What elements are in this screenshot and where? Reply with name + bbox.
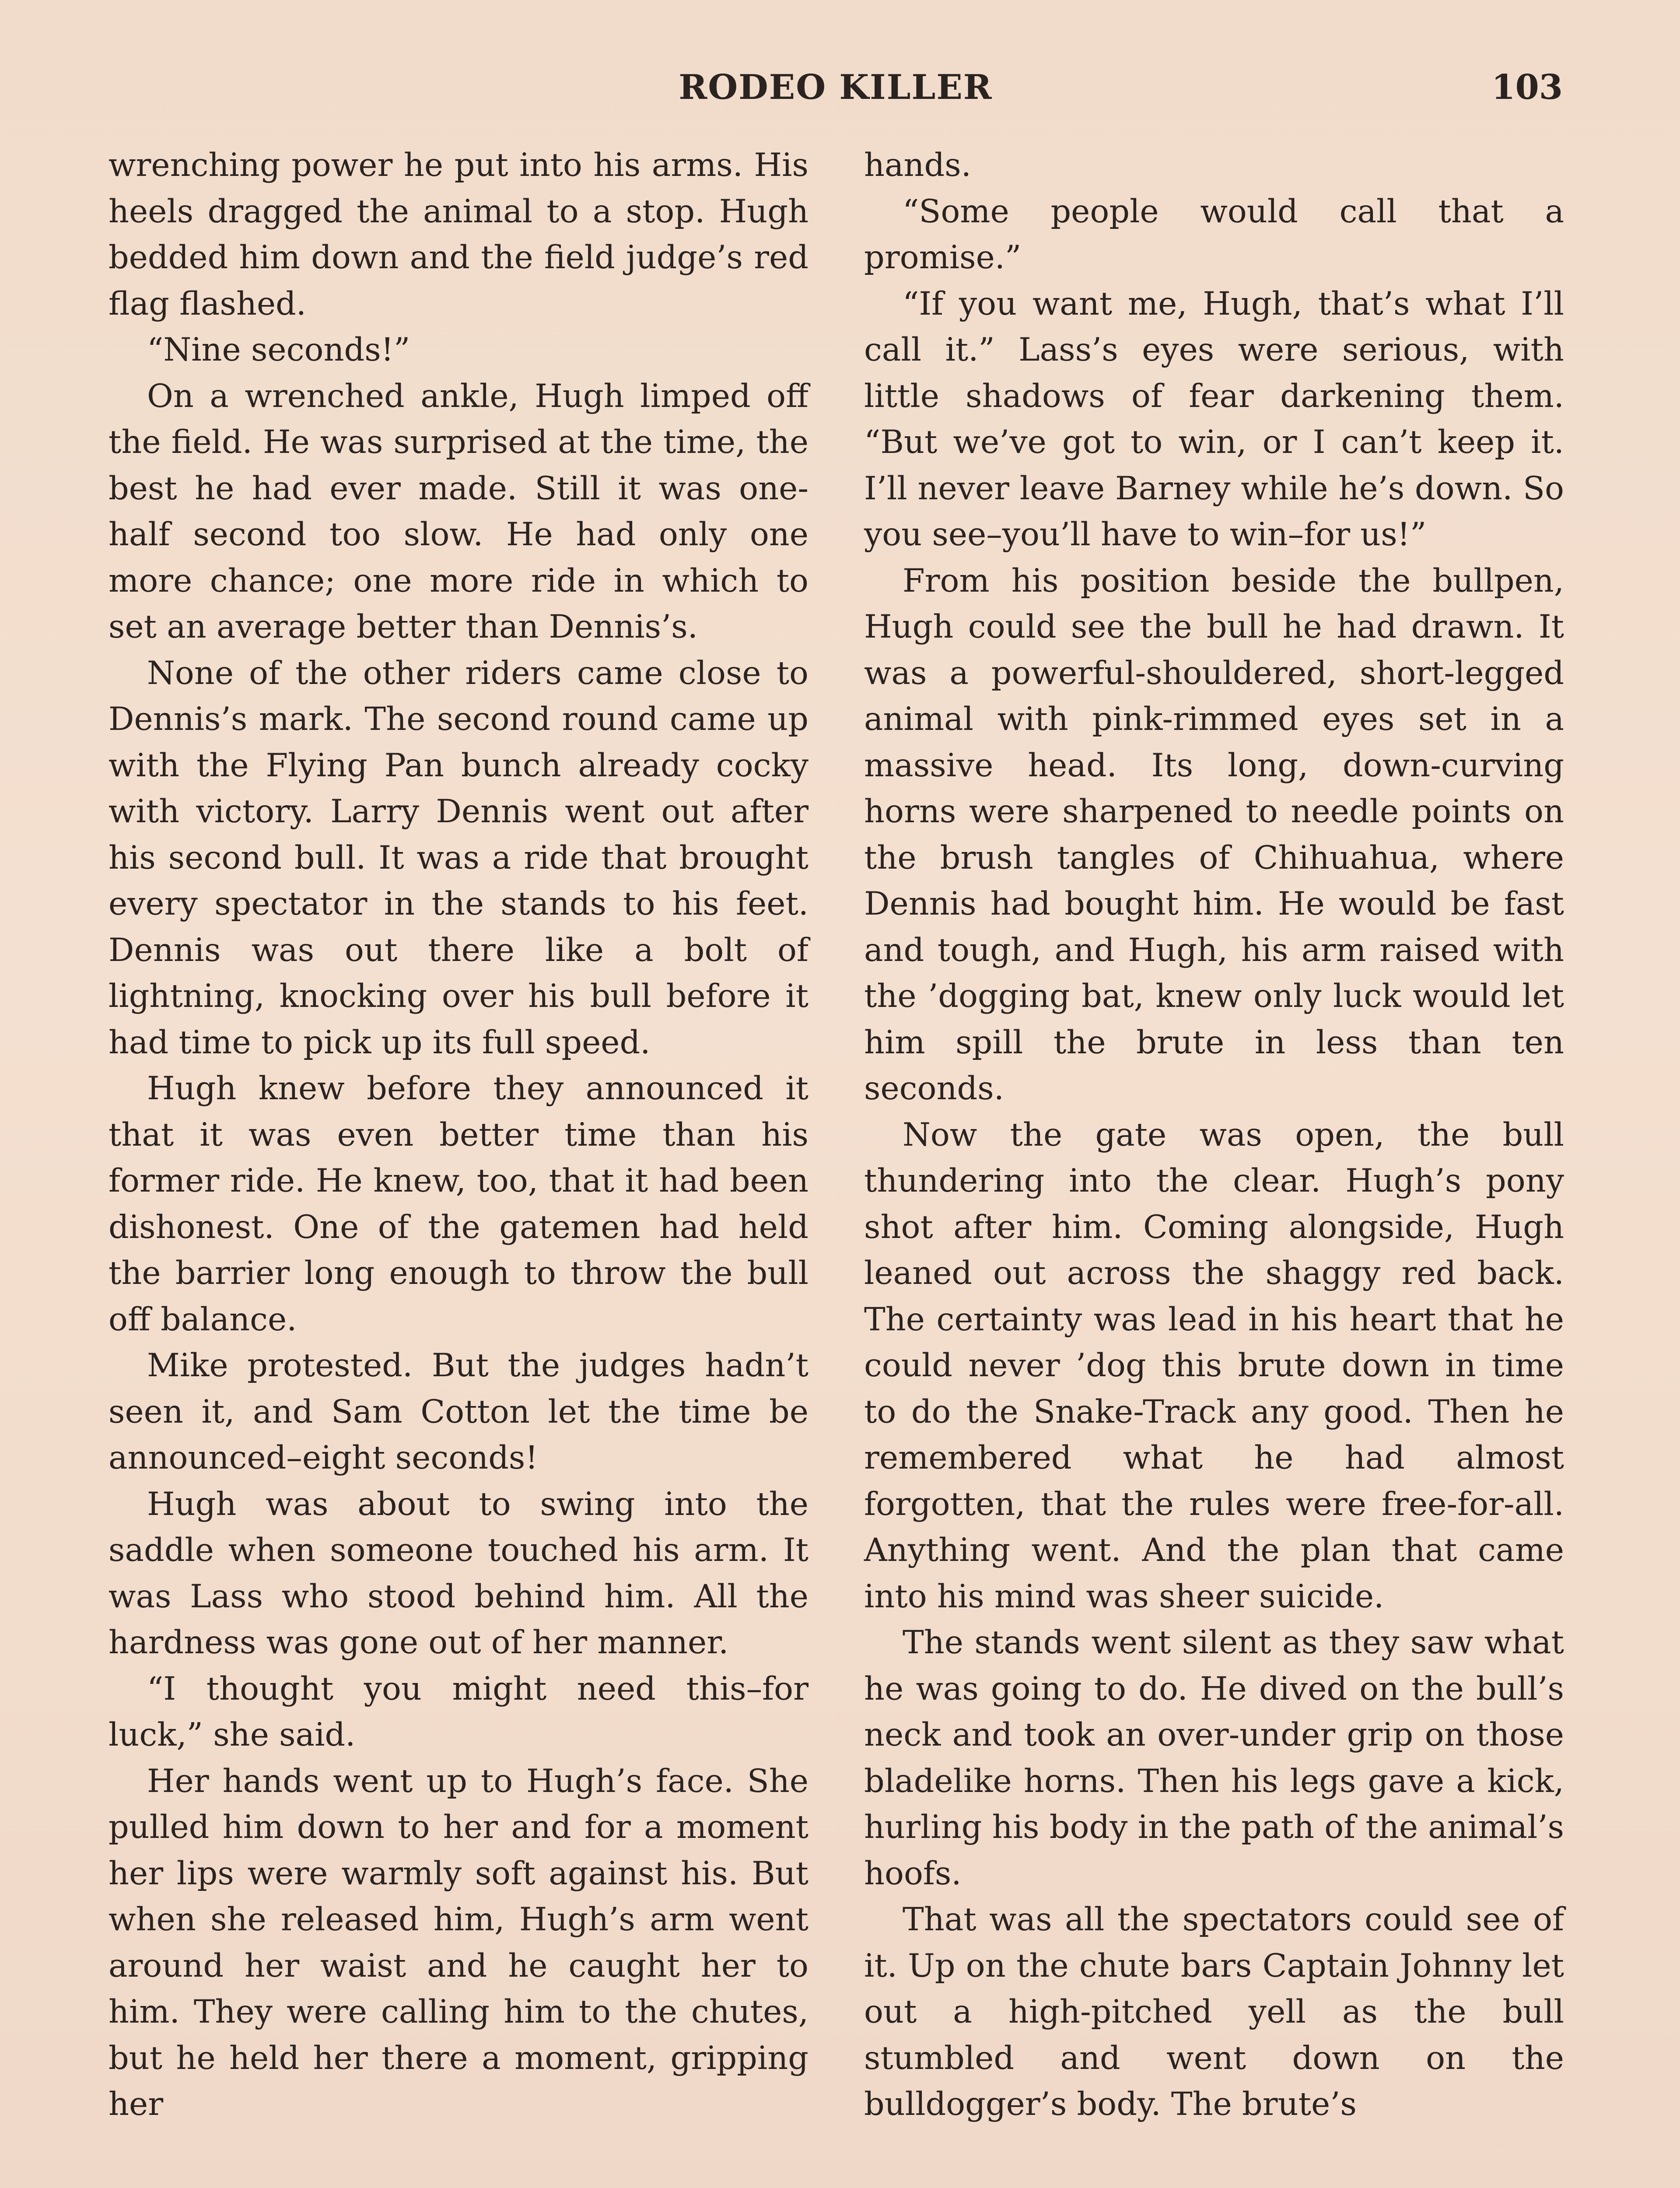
page-number: 103 — [1491, 67, 1563, 107]
right-column — [864, 142, 1564, 2128]
paragraph: The stands went silent as they saw what he was going to do. He dived on the bull’s neck and took an over-under grip on those bladelike horns. Then his legs gave a kick, hurling his body in the path of the animal’s hoofs. — [864, 1624, 1564, 1892]
page-header — [108, 66, 1563, 109]
paragraph: hands. — [864, 147, 971, 184]
paragraph: “If you want me, Hugh, that’s what I’ll call it.” Lass’s eyes were serious, with little shadows of fear darkening them. “But we’ve got to win, or I can’t keep it. I’ll never leave Barney while he’s down. So you see–you’ll have to win–for us!” — [864, 285, 1564, 553]
paragraph: Hugh was about to swing into the saddle when someone touched his arm. It was Lass who stood behind him. All the hardness was gone out of her manner. — [108, 1485, 808, 1661]
paragraph: From his position beside the bullpen, Hugh could see the bull he had drawn. It was a powerful-shouldered, short-legged animal with pink-rimmed eyes set in a massive head. Its long, down-curving horns were sharpened to needle points on the brush tangles of Chihuahua, where Dennis had bought him. He would be fast and tough, and Hugh, his arm raised with the ’dogging bat, knew only luck would let him spill the brute in less than ten seconds. — [864, 562, 1564, 1107]
paragraph: wrenching power he put into his arms. His heels dragged the animal to a stop. Hugh bedded him down and the field judge’s red flag flashed. — [108, 147, 808, 323]
paragraph: None of the other riders came close to Dennis’s mark. The second round came up with the Flying Pan bunch already cocky with victory. Larry Dennis went out after his second bull. It was a ride that brought every spectator in the stands to his feet. Dennis was out there like a bolt of lightning, knocking over his bull before it had time to pick up its full speed. — [108, 654, 808, 1061]
paragraph: That was all the spectators could see of it. Up on the chute bars Captain Johnny let out a high-pitched yell as the bull stumbled and went down on the bulldogger’s body. The brute’s — [864, 1901, 1564, 2123]
paragraph: “Some people would call that a promise.” — [864, 193, 1564, 276]
paragraph: Hugh knew before they announced it that it was even better time than his former ride. He knew, too, that it had been dishonest. One of the gatemen had held the barrier long enough to throw the bull off balance. — [108, 1070, 808, 1338]
paragraph: Her hands went up to Hugh’s face. She pulled him down to her and for a moment her lips were warmly soft against his. But when she released him, Hugh’s arm went around her waist and he caught her to him. They were calling him to the chutes, but he held her there a moment, gripping her — [108, 1762, 808, 2123]
running-title: RODEO KILLER — [679, 67, 993, 107]
paragraph: Now the gate was open, the bull thundering into the clear. Hugh’s pony shot after him. Coming alongside, Hugh leaned out across the shaggy red back. The certainty was lead in his heart that he could never ’dog this brute down in time to do the Snake-Track any good. Then he remembered what he had almost forgotten, that the rules were free-for-all. Anything went. And the plan that came into his mind was sheer suicide. — [864, 1116, 1564, 1615]
left-column — [108, 142, 808, 2128]
paragraph: On a wrenched ankle, Hugh limped off the field. He was surprised at the time, the best he had ever made. Still it was one-half second too slow. He had only one more chance; one more ride in which to set an average better than Dennis’s. — [108, 377, 808, 645]
paragraph: Mike protested. But the judges hadn’t seen it, and Sam Cotton let the time be announced–eight seconds! — [108, 1347, 808, 1476]
paragraph: “I thought you might need this–for luck,” she said. — [108, 1670, 808, 1753]
paragraph: “Nine seconds!” — [147, 331, 410, 368]
